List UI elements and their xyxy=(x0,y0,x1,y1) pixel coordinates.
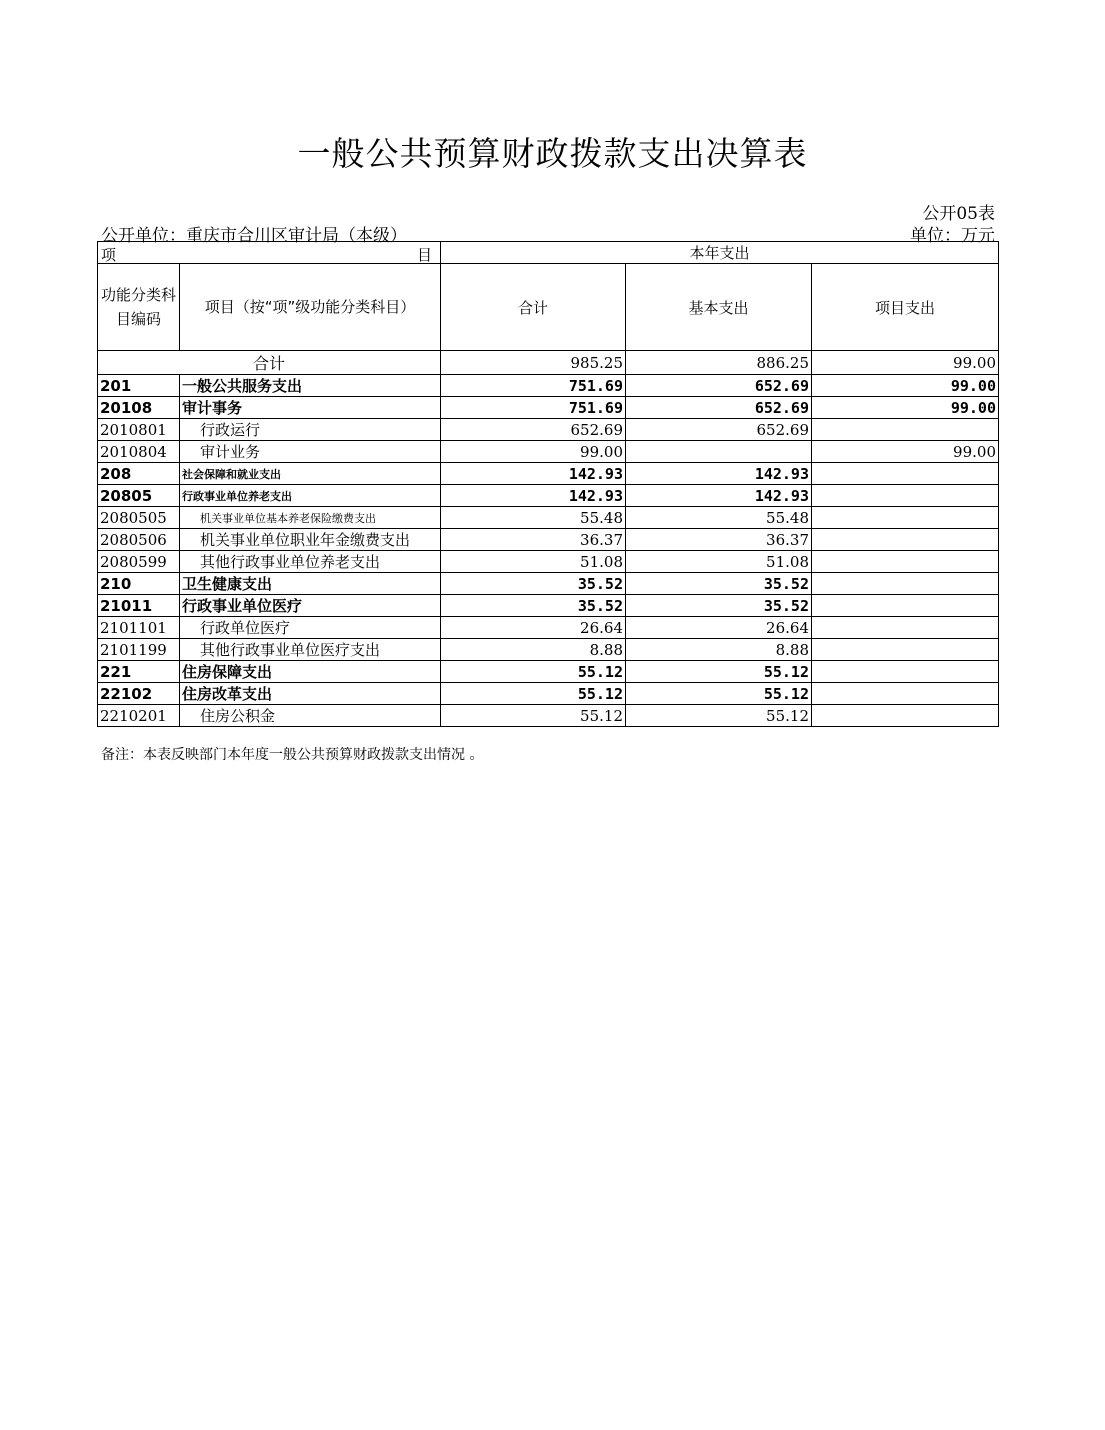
row-project xyxy=(812,419,999,441)
row-total: 99.00 xyxy=(441,441,626,463)
row-name: 社会保障和就业支出 xyxy=(180,463,441,485)
total-basic: 886.25 xyxy=(626,351,812,375)
row-total: 652.69 xyxy=(441,419,626,441)
row-name: 住房保障支出 xyxy=(180,661,441,683)
row-basic: 36.37 xyxy=(626,529,812,551)
row-project xyxy=(812,617,999,639)
row-project xyxy=(812,705,999,727)
row-name: 住房公积金 xyxy=(180,705,441,727)
row-code: 221 xyxy=(98,661,180,683)
table-row xyxy=(98,705,999,727)
row-code: 208 xyxy=(98,463,180,485)
header-project: 项目支出 xyxy=(812,264,999,351)
table-row xyxy=(98,507,999,529)
table-row xyxy=(98,485,999,507)
row-name: 行政事业单位医疗 xyxy=(180,595,441,617)
row-name: 机关事业单位职业年金缴费支出 xyxy=(180,529,441,551)
row-project xyxy=(812,485,999,507)
row-total: 55.12 xyxy=(441,705,626,727)
row-code: 2080505 xyxy=(98,507,180,529)
row-total: 142.93 xyxy=(441,485,626,507)
header-row-2 xyxy=(98,264,999,351)
row-basic: 51.08 xyxy=(626,551,812,573)
row-name: 一般公共服务支出 xyxy=(180,375,441,397)
row-code: 20108 xyxy=(98,397,180,419)
total-row xyxy=(98,351,999,375)
row-basic: 652.69 xyxy=(626,419,812,441)
table-row xyxy=(98,463,999,485)
row-project xyxy=(812,595,999,617)
header-item-right: 目 xyxy=(416,246,432,264)
row-project: 99.00 xyxy=(812,397,999,419)
table-row xyxy=(98,419,999,441)
row-basic: 26.64 xyxy=(626,617,812,639)
row-total: 55.48 xyxy=(441,507,626,529)
row-name: 其他行政事业单位养老支出 xyxy=(180,551,441,573)
total-project: 99.00 xyxy=(812,351,999,375)
row-name: 其他行政事业单位医疗支出 xyxy=(180,639,441,661)
header-basic: 基本支出 xyxy=(626,264,812,351)
table-row xyxy=(98,397,999,419)
header-item-cell xyxy=(98,242,441,264)
total-total: 985.25 xyxy=(441,351,626,375)
row-basic: 652.69 xyxy=(626,375,812,397)
table-row xyxy=(98,639,999,661)
reporting-unit: 公开单位：重庆市合川区审计局（本级） xyxy=(101,226,407,246)
row-project xyxy=(812,639,999,661)
row-name: 行政单位医疗 xyxy=(180,617,441,639)
row-basic: 35.52 xyxy=(626,595,812,617)
row-basic: 55.12 xyxy=(626,705,812,727)
row-basic: 142.93 xyxy=(626,485,812,507)
row-name: 机关事业单位基本养老保险缴费支出 xyxy=(180,507,441,529)
row-basic: 35.52 xyxy=(626,573,812,595)
row-code: 2210201 xyxy=(98,705,180,727)
row-basic: 55.48 xyxy=(626,507,812,529)
row-code: 2010804 xyxy=(98,441,180,463)
table-row xyxy=(98,529,999,551)
row-name: 行政运行 xyxy=(180,419,441,441)
row-total: 51.08 xyxy=(441,551,626,573)
table-row xyxy=(98,573,999,595)
header-current-year: 本年支出 xyxy=(441,242,999,264)
expenditure-table xyxy=(97,241,999,727)
row-name: 审计业务 xyxy=(180,441,441,463)
row-code: 201 xyxy=(98,375,180,397)
form-number: 公开05表 xyxy=(922,204,995,224)
currency-unit: 单位：万元 xyxy=(910,226,995,246)
table-row xyxy=(98,683,999,705)
row-basic: 55.12 xyxy=(626,683,812,705)
row-total: 142.93 xyxy=(441,463,626,485)
row-basic: 652.69 xyxy=(626,397,812,419)
row-basic: 142.93 xyxy=(626,463,812,485)
row-project: 99.00 xyxy=(812,375,999,397)
row-total: 26.64 xyxy=(441,617,626,639)
row-project xyxy=(812,661,999,683)
table-row xyxy=(98,551,999,573)
header-total: 合计 xyxy=(441,264,626,351)
row-total: 36.37 xyxy=(441,529,626,551)
row-code: 21011 xyxy=(98,595,180,617)
row-basic: 8.88 xyxy=(626,639,812,661)
row-basic: 55.12 xyxy=(626,661,812,683)
row-total: 751.69 xyxy=(441,375,626,397)
total-label: 合计 xyxy=(98,351,441,375)
row-total: 35.52 xyxy=(441,595,626,617)
row-total: 751.69 xyxy=(441,397,626,419)
row-name: 住房改革支出 xyxy=(180,683,441,705)
row-project xyxy=(812,683,999,705)
row-code: 2080506 xyxy=(98,529,180,551)
row-total: 8.88 xyxy=(441,639,626,661)
row-total: 55.12 xyxy=(441,683,626,705)
header-code: 功能分类科目编码 xyxy=(98,264,180,351)
row-name: 审计事务 xyxy=(180,397,441,419)
table-row xyxy=(98,617,999,639)
row-code: 210 xyxy=(98,573,180,595)
table-row xyxy=(98,595,999,617)
row-code: 2080599 xyxy=(98,551,180,573)
row-code: 2010801 xyxy=(98,419,180,441)
header-row-1 xyxy=(98,242,999,264)
row-basic xyxy=(626,441,812,463)
footnote: 备注：本表反映部门本年度一般公共预算财政拨款支出情况 。 xyxy=(101,747,484,763)
row-code: 20805 xyxy=(98,485,180,507)
row-project xyxy=(812,463,999,485)
row-project xyxy=(812,551,999,573)
header-name: 项目（按“项”级功能分类科目） xyxy=(180,264,441,351)
row-project xyxy=(812,573,999,595)
header-item-left: 项 xyxy=(101,246,117,264)
row-total: 55.12 xyxy=(441,661,626,683)
table-row xyxy=(98,441,999,463)
row-name: 行政事业单位养老支出 xyxy=(180,485,441,507)
row-name: 卫生健康支出 xyxy=(180,573,441,595)
page-title: 一般公共预算财政拨款支出决算表 xyxy=(297,134,808,173)
row-total: 35.52 xyxy=(441,573,626,595)
row-code: 2101101 xyxy=(98,617,180,639)
table-row xyxy=(98,375,999,397)
row-code: 22102 xyxy=(98,683,180,705)
row-project xyxy=(812,529,999,551)
row-code: 2101199 xyxy=(98,639,180,661)
row-project xyxy=(812,507,999,529)
row-project: 99.00 xyxy=(812,441,999,463)
table-row xyxy=(98,661,999,683)
